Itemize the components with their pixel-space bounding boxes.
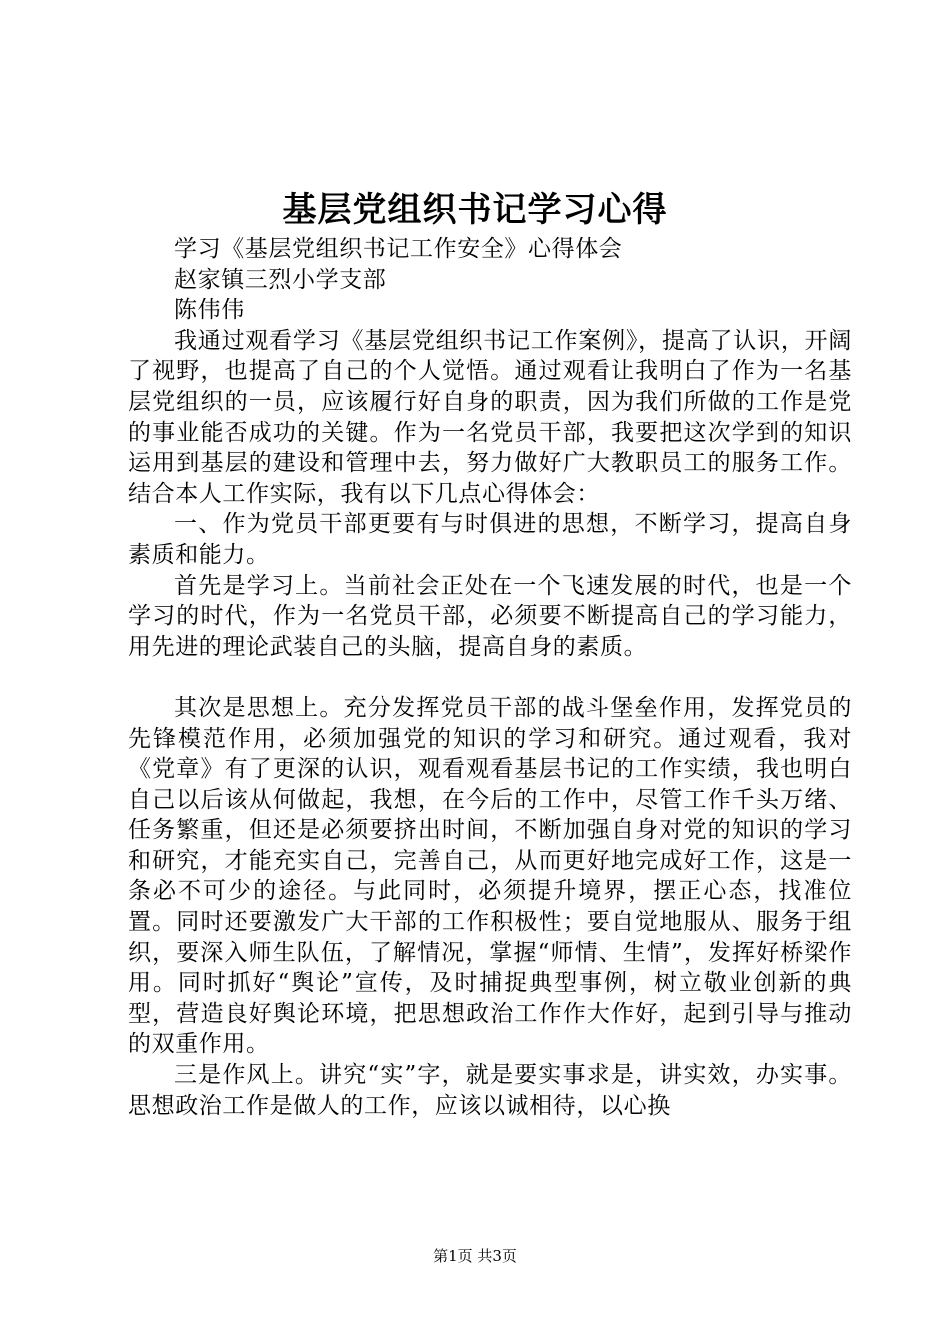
paragraph-organization: 赵家镇三烈小学支部 [174, 266, 387, 293]
paragraph-author: 陈伟伟 [174, 297, 245, 324]
page-footer: 第1页 共3页 [433, 1247, 517, 1265]
paragraph-intro: 我通过观看学习《基层党组织书记工作案例》，提高了认识，开阔了视野，也提高了自己的个人觉悟。通过观看让我明白了作为一名基层党组织的一员，应该履行好自身的职责，因为我们所做的工作是党的事业能否成功的关键。作为一名党员干部，我要把这次学到的知识运用到基层的建设和管理中去，努力做好广大教职员工的服务工作。结合本人工作实际，我有以下几点心得体会： [128, 327, 852, 507]
paragraph-style: 三是作风上。讲究“实”字，就是要实事求是，讲实效，办实事。思想政治工作是做人的工作，应该以诚相待，以心换 [128, 1062, 852, 1119]
paragraph-point-one: 一、作为党员干部更要有与时俱进的思想，不断学习，提高自身素质和能力。 [128, 511, 852, 568]
paragraph-subtitle: 学习《基层党组织书记工作安全》心得体会 [174, 236, 623, 262]
paragraph-study: 首先是学习上。当前社会正处在一个飞速发展的时代，也是一个学习的时代，作为一名党员干部，必须要不断提高自己的学习能力，用先进的理论武装自己的头脑，提高自身的素质。 [128, 572, 852, 660]
document-title: 基层党组织书记学习心得 [282, 190, 668, 230]
paragraph-thought: 其次是思想上。充分发挥党员干部的战斗堡垒作用，发挥党员的先锋模范作用，必须加强党的知识的学习和研究。通过观看，我对《党章》有了更深的认识，观看观看基层书记的工作实绩，我也明白自己以后该从何做起，我想，在今后的工作中，尽管工作千头万绪、任务繁重，但还是必须要挤出时间，不断加强自身对党的知识的学习和研究，才能充实自己，完善自己，从而更好地完成好工作，这是一条必不可少的途径。与此同时，必须提升境界，摆正心态，找准位置。同时还要激发广大干部的工作积极性；要自觉地服从、服务于组织，要深入师生队伍，了解情况，掌握“师情、生情”，发挥好桥梁作用。同时抓好“舆论”宣传，及时捕捉典型事例，树立敬业创新的典型，营造良好舆论环境，把思想政治工作作大作好，起到引导与推动的双重作用。 [128, 694, 852, 1058]
paragraph-blank [128, 662, 852, 693]
document-body [128, 234, 852, 1121]
